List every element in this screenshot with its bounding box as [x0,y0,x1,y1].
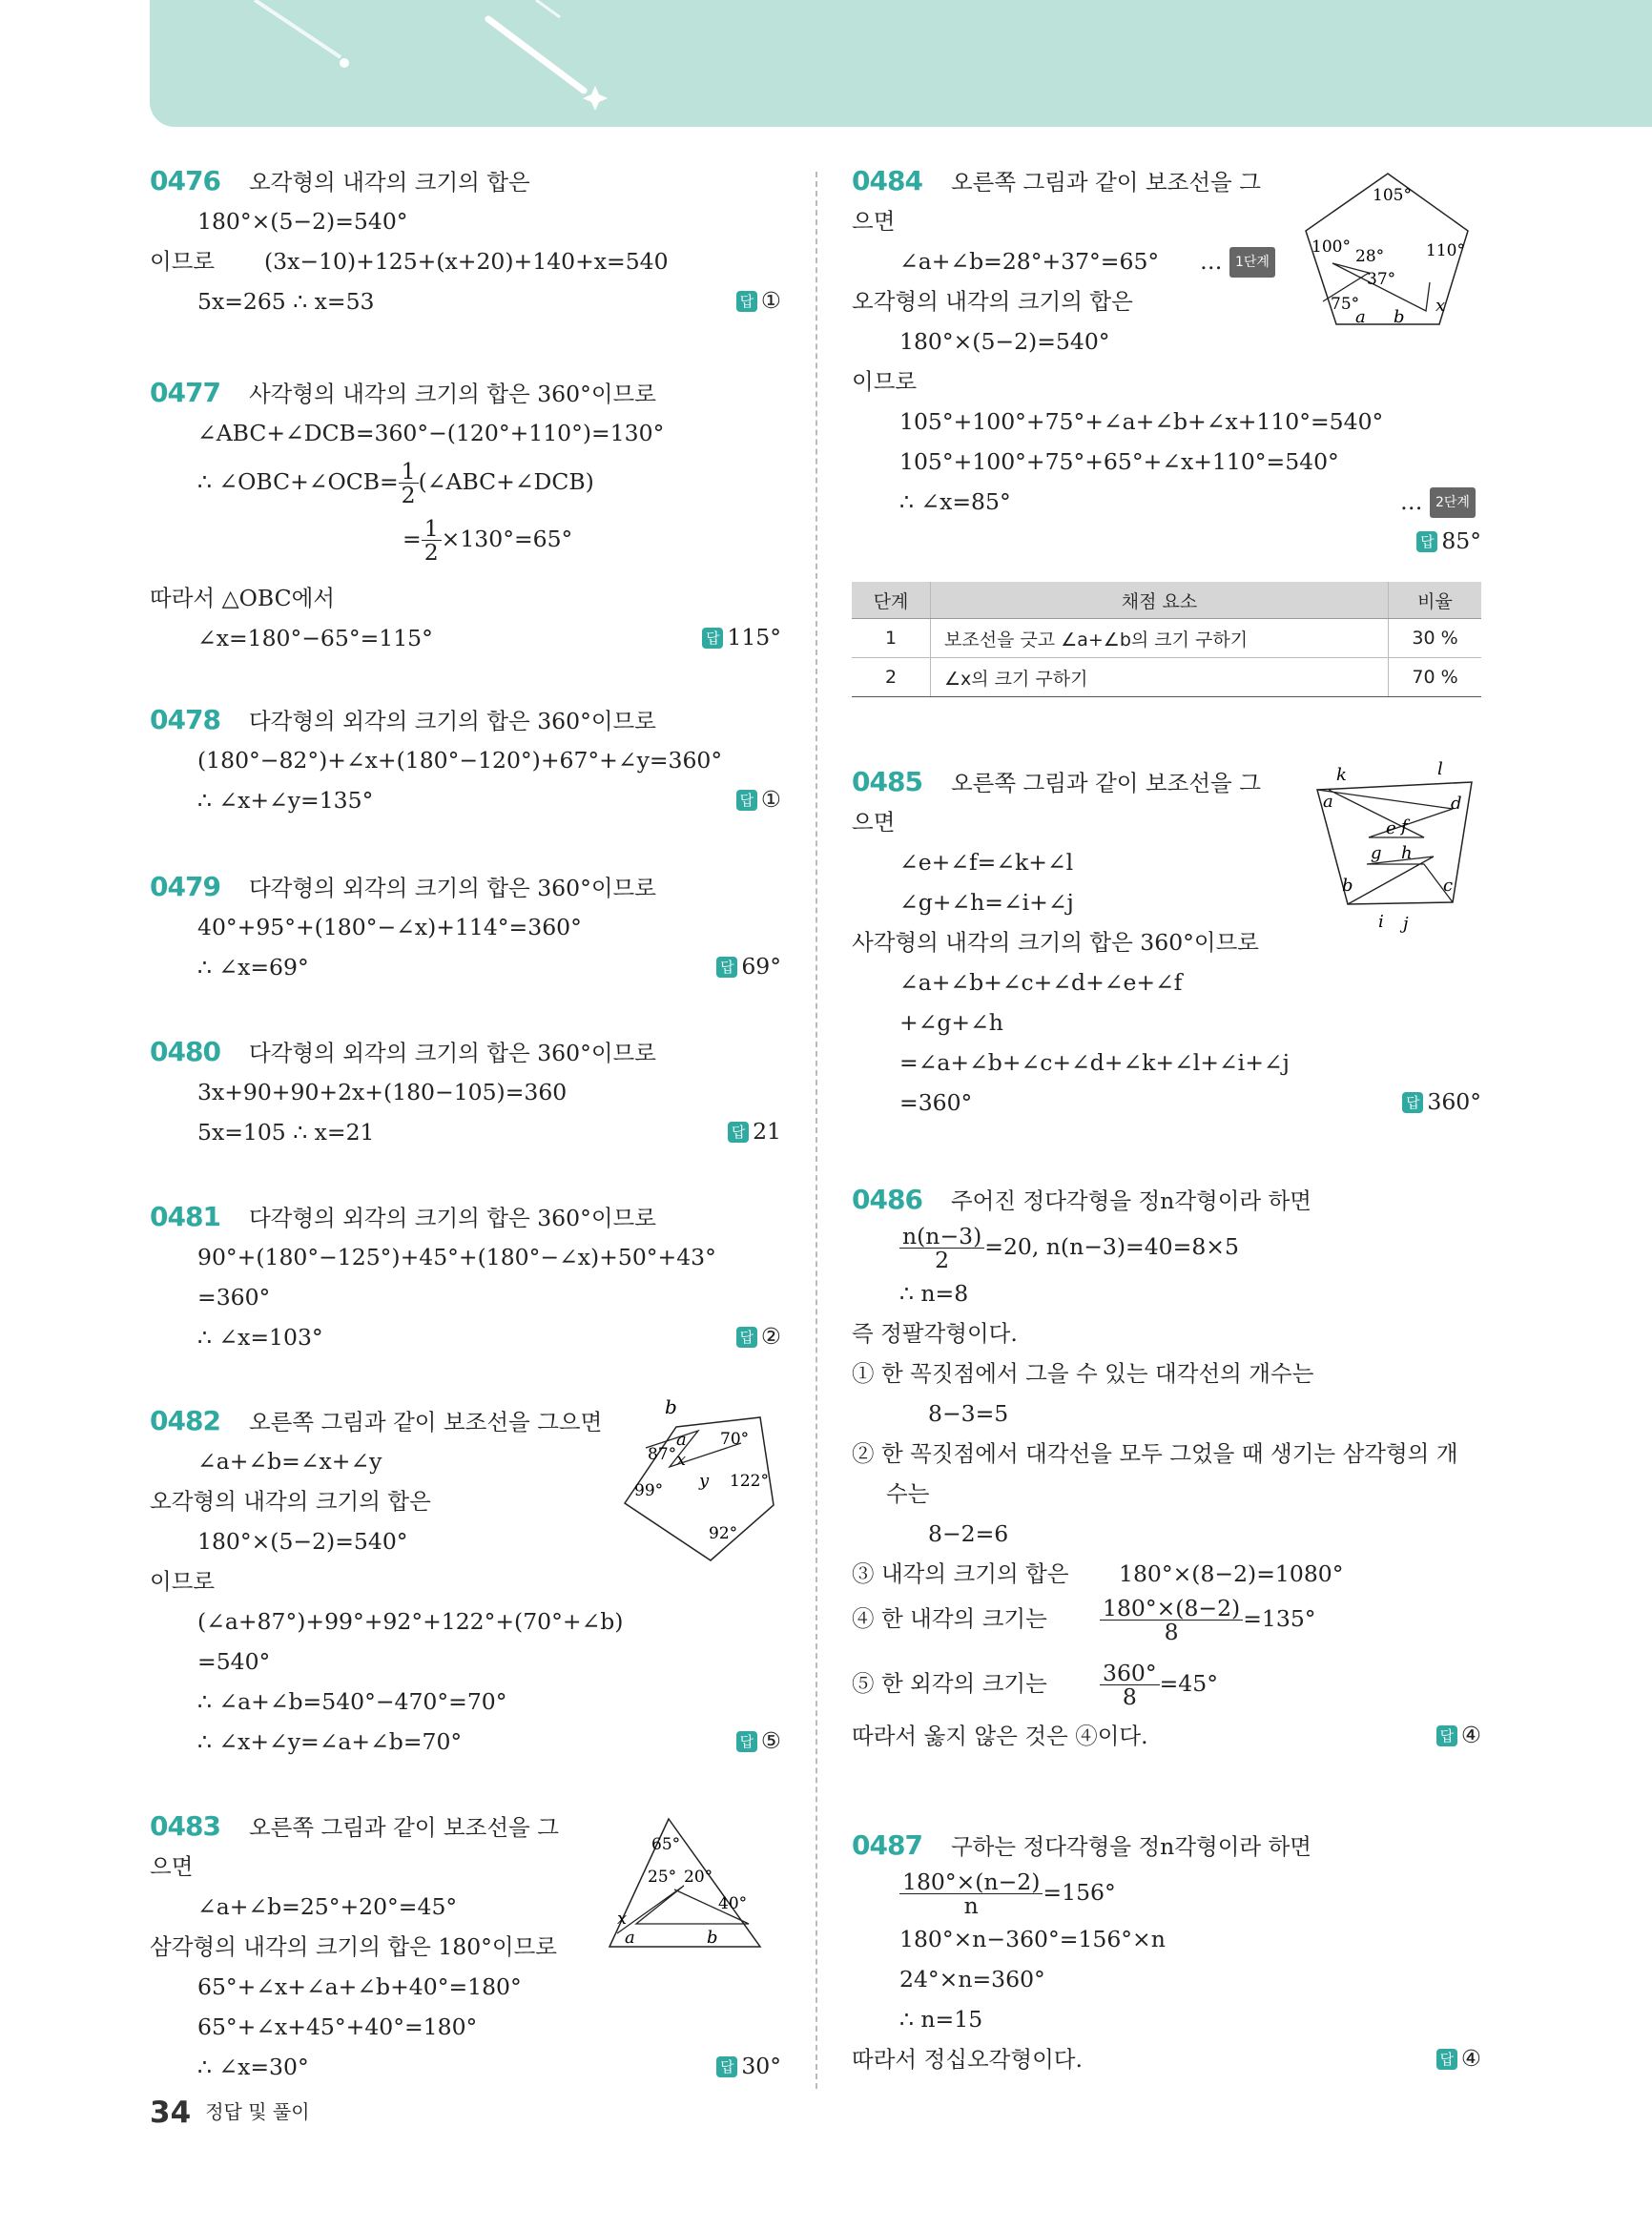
label-a: a [676,1430,687,1450]
label-j: j [1403,914,1409,934]
text-line: 8−3=5 [928,1400,1009,1427]
text-line: 즉 정팔각형이다. [852,1320,1018,1347]
text-line: 180°×(8−2)=1080° [1119,1560,1344,1587]
text-line: $\frac{180^\circ\times(n-2)}{n}$ =156° [899,1870,1116,1917]
column-divider [816,172,817,2089]
text-line: ∠a+∠b+∠c+∠d+∠e+∠f [899,969,1183,996]
label-a: a [1323,792,1333,812]
label-110: 110° [1426,241,1465,260]
text-line: ∠x=180°−65°=115° [197,625,433,651]
answer [1402,1088,1481,1115]
answer-value: ④ [1460,2045,1481,2072]
step-marker: … 2단계 [1400,487,1476,518]
text-line: ∠g+∠h=∠i+∠j [899,889,1074,916]
text-line: 으면 [852,208,896,235]
answer-value: 115° [727,624,781,650]
text-line: 24°×n=360° [899,1966,1045,1993]
answer [716,2053,781,2079]
text-line: 40°+95°+(180°−∠x)+114°=360° [197,914,582,940]
label-40: 40° [718,1894,748,1913]
text-line: 65°+∠x+∠a+∠b+40°=180° [197,1973,522,2000]
problem-number: 0477 [150,377,220,408]
label-25: 25° [648,1868,677,1887]
answer-value: ① [760,786,781,813]
text-line: 오른쪽 그림과 같이 보조선을 그 [950,770,1261,796]
text-line: 3x+90+90+2x+(180−105)=360 [197,1079,568,1105]
answer-value: 21 [753,1118,781,1145]
page-number: 34 [150,2096,192,2130]
answer-value: 85° [1441,527,1481,554]
answer-badge: 답 [1402,1092,1423,1113]
answer-badge: 답 [728,1122,749,1143]
text-line: ∠ABC+∠DCB=360°−(120°+110°)=130° [197,420,665,446]
text-line: 180°×n−360°=156°×n [899,1926,1166,1952]
text-line: 오른쪽 그림과 같이 보조선을 그 [248,1814,559,1841]
text-line: ∠a+∠b=25°+20°=45° [197,1893,458,1920]
answer-badge: 답 [716,2056,737,2077]
text-line: ① 한 꼭짓점에서 그을 수 있는 대각선의 개수는 [852,1360,1314,1387]
cell-criteria: 보조선을 긋고 ∠a+∠b의 크기 구하기 [931,619,1389,658]
text-line: 사각형의 내각의 크기의 합은 360°이므로 [248,381,656,407]
label-g: g [1371,843,1382,863]
text-line: =540° [197,1648,271,1675]
answer-value: 30° [741,2053,781,2079]
text-line: ∴ ∠x+∠y=∠a+∠b=70° [197,1728,463,1755]
answer [736,1323,781,1350]
answer [1436,2045,1481,2072]
problem-number: 0476 [150,165,220,196]
header-banner [150,0,1652,127]
text-line: 65°+∠x+45°+40°=180° [197,2013,478,2040]
answer-badge: 답 [716,957,737,978]
label-28: 28° [1355,247,1385,266]
text-line: 이므로 [150,1568,216,1595]
text-line: 105°+100°+75°+∠a+∠b+∠x+110°=540° [899,408,1384,435]
text-line: 오각형의 내각의 크기의 합은 [852,288,1133,315]
header-ratio: 비율 [1389,582,1482,619]
header-step: 단계 [852,582,931,619]
label-y: y [699,1471,710,1491]
answer-value: ① [760,287,781,314]
text-line: ∴ ∠x=30° [197,2054,309,2080]
label-87: 87° [648,1445,677,1464]
problem-number: 0484 [852,165,922,196]
text-line: 8−2=6 [928,1520,1009,1547]
label-x: x [676,1450,687,1470]
label-c: c [1443,876,1454,896]
label-i: i [1378,912,1384,932]
label-b: b [665,1395,677,1418]
label-100: 100° [1311,237,1351,257]
text-line: =∠a+∠b+∠c+∠d+∠k+∠l+∠i+∠j [899,1049,1290,1076]
cell-ratio: 70 % [1389,658,1482,697]
text-line: 이므로 [852,368,918,395]
sparkle-decoration-icon [150,0,627,127]
text-line: ∴ n=15 [899,2006,983,2033]
label-x: x [1435,296,1446,316]
problem-number: 0485 [852,766,922,797]
text-line: 오른쪽 그림과 같이 보조선을 그 [950,169,1261,196]
answer [736,786,781,813]
text-line: 따라서 정십오각형이다. [852,2046,1083,2073]
answer [1416,527,1481,554]
label-20: 20° [684,1868,713,1887]
text-line: 105°+100°+75°+65°+∠x+110°=540° [899,448,1339,475]
text-line: 다각형의 외각의 크기의 합은 360°이므로 [248,875,656,901]
text-line: ∠a+∠b=28°+37°=65° [899,248,1160,275]
text-line: (∠a+87°)+99°+92°+122°+(70°+∠b) [197,1608,624,1635]
problem-number: 0478 [150,704,220,735]
text-line: $\frac{n(n-3)}{2}$ =20, n(n−3)=40=8×5 [899,1225,1239,1271]
text-line: 이므로 [150,248,216,275]
page-label: 정답 및 풀이 [205,2100,310,2123]
answer-value: 69° [741,953,781,980]
answer-badge: 답 [1436,2049,1457,2070]
text-line: ∠e+∠f=∠k+∠l [899,849,1074,876]
text-line: ④ 한 내각의 크기는 [852,1605,1047,1632]
figure-0483-triangle [606,1811,777,1954]
text-line: 180°×(5−2)=540° [197,1528,408,1555]
text-line: ∠a+∠b=∠x+∠y [197,1448,382,1475]
cell-step: 2 [852,658,931,697]
figure-0484-pentagon [1300,168,1474,330]
label-b: b [1342,876,1353,896]
text-line: =360° [197,1284,271,1311]
text-line: 5x=105 ∴ x=21 [197,1119,375,1146]
text-line: 오각형의 내각의 크기의 합은 [248,169,530,196]
answer-badge: 답 [736,1731,757,1752]
text-line: ∴ ∠x=69° [197,954,309,981]
answer-badge: 답 [736,291,757,312]
label-a: a [1355,307,1366,327]
text-line: 180°×(5−2)=540° [899,328,1110,355]
label-b: b [707,1928,718,1948]
cell-ratio: 30 % [1389,619,1482,658]
text-line: ∴ ∠x=85° [899,488,1011,515]
header-criteria: 채점 요소 [931,582,1389,619]
text-line: 으면 [150,1853,194,1880]
text-line: (3x−10)+125+(x+20)+140+x=540 [264,248,669,275]
label-k: k [1336,765,1347,785]
text-line: = $\frac{1}{2}$ ×130°=65° [403,515,573,566]
answer [736,287,781,314]
answer-badge: 답 [1416,531,1437,552]
label-x: x [617,1909,628,1929]
answer [736,1727,781,1754]
problem-number: 0487 [852,1829,922,1861]
label-75: 75° [1331,295,1360,314]
figure-0485-quadrilateral [1310,752,1476,952]
scoring-table [852,582,1481,697]
label-h: h [1401,843,1413,863]
text-line: 다각형의 외각의 크기의 합은 360°이므로 [248,708,656,734]
text-line: 90°+(180°−125°)+45°+(180°−∠x)+50°+43° [197,1244,716,1270]
answer [1436,1722,1481,1748]
text-line: (180°−82°)+∠x+(180°−120°)+67°+∠y=360° [197,747,723,774]
label-37: 37° [1367,270,1396,289]
label-e: e [1386,818,1396,838]
text-line: 삼각형의 내각의 크기의 합은 180°이므로 [150,1933,557,1960]
problem-number: 0480 [150,1036,220,1067]
text-line: 주어진 정다각형을 정n각형이라 하면 [950,1187,1311,1214]
answer-value: ② [760,1323,781,1350]
text-line: ∴ ∠a+∠b=540°−470°=70° [197,1688,507,1715]
text-line: 180°×(5−2)=540° [197,208,408,235]
answer [702,624,781,650]
label-b: b [1394,307,1405,327]
answer-value: ④ [1460,1722,1481,1748]
problem-number: 0481 [150,1201,220,1232]
label-65: 65° [651,1835,681,1854]
label-122: 122° [730,1472,769,1491]
text-line: 다각형의 외각의 크기의 합은 360°이므로 [248,1205,656,1231]
figure-0482-pentagon [617,1391,779,1572]
label-f: f [1401,816,1408,836]
step-marker: … 1단계 [1200,247,1275,278]
answer-badge: 답 [736,790,757,811]
text-line: 으면 [852,809,896,836]
problem-number: 0479 [150,871,220,902]
text-line: ∴ n=8 [899,1280,969,1307]
text-line: =360° [899,1089,973,1116]
problem-number: 0482 [150,1405,220,1436]
table-row [852,658,1481,697]
text-line: 구하는 정다각형을 정n각형이라 하면 [950,1833,1311,1860]
text-line: ∴ ∠OBC+∠OCB= $\frac{1}{2}$ (∠ABC+∠DCB) [197,458,594,508]
answer-badge: 답 [702,628,723,649]
text-line: ② 한 꼭짓점에서 대각선을 모두 그었을 때 생기는 삼각형의 개 [852,1440,1458,1467]
label-92: 92° [709,1524,738,1543]
text-line: $\frac{360^\circ}{8}$ =45° [1100,1662,1218,1708]
answer [716,953,781,980]
text-line: 따라서 △OBC에서 [150,585,335,611]
answer-badge: 답 [736,1327,757,1348]
text-line: 다각형의 외각의 크기의 합은 360°이므로 [248,1040,656,1066]
text-line: 5x=265 ∴ x=53 [197,288,375,315]
page-footer [150,2096,310,2130]
answer-value: 360° [1427,1088,1481,1115]
text-line: ⑤ 한 외각의 크기는 [852,1670,1047,1697]
step-2-badge: 2단계 [1430,487,1476,518]
scoring-header-row [852,582,1481,619]
text-line: +∠g+∠h [899,1009,1003,1036]
label-70: 70° [720,1430,750,1449]
answer-badge: 답 [1436,1725,1457,1746]
cell-step: 1 [852,619,931,658]
text-line: ∴ ∠x=103° [197,1324,323,1351]
label-a: a [625,1928,635,1948]
text-line: ∴ ∠x+∠y=135° [197,787,374,814]
text-line: 오른쪽 그림과 같이 보조선을 그으면 [248,1409,603,1435]
label-105: 105° [1373,186,1412,205]
answer-value: ⑤ [760,1727,781,1754]
problem-number: 0486 [852,1184,922,1215]
label-d: d [1451,794,1462,814]
text-line: $\frac{180^\circ\times(8-2)}{8}$ =135° [1100,1597,1316,1643]
text-line: 따라서 옳지 않은 것은 ④이다. [852,1723,1148,1749]
text-line: 사각형의 내각의 크기의 합은 360°이므로 [852,929,1259,956]
answer [728,1118,781,1145]
table-row [852,619,1481,658]
cell-criteria: ∠x의 크기 구하기 [931,658,1389,697]
label-99: 99° [634,1481,664,1500]
text-line: 수는 [886,1480,930,1507]
text-line: 오각형의 내각의 크기의 합은 [150,1488,431,1515]
step-1-badge: 1단계 [1229,247,1275,278]
problem-number: 0483 [150,1810,220,1842]
text-line: ③ 내각의 크기의 합은 [852,1560,1069,1587]
label-l: l [1437,759,1443,779]
